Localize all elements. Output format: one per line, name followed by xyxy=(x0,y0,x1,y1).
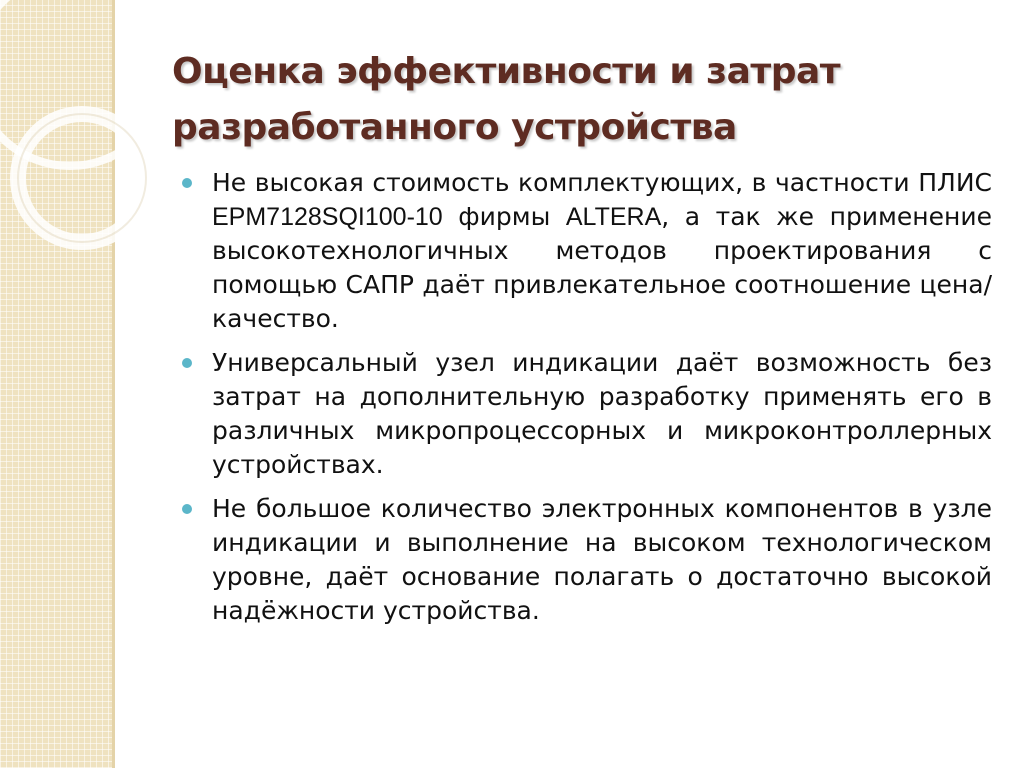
bullet-item xyxy=(212,166,992,336)
manufacturer-name: ALTERA xyxy=(565,203,662,231)
bullet-text-part: фирмы xyxy=(442,202,566,231)
slide-title: Оценка эффективности и затрат разработанного устройства xyxy=(172,51,841,148)
bullet-list xyxy=(212,166,992,638)
bullet-text: Не большое количество электронных компонентов в узле индикации и выполнение на высоком технологическом уровне, даёт основание полагать о достаточно высокой надёжности устройства. xyxy=(212,494,992,625)
bullet-item xyxy=(212,346,992,482)
bullet-text-part: , а так же применение высокотехнологичных методов проектирования с помощью САПР даёт привлекательное соотношение цена/качество. xyxy=(212,202,992,333)
bullet-marker-icon xyxy=(182,178,192,188)
bullet-text-part: Не высокая стоимость комплектующих, в частности ПЛИС xyxy=(212,168,992,197)
device-part-number: EPM7128SQI100-10 xyxy=(212,203,443,231)
bullet-text: Универсальный узел индикации даёт возможность без затрат на дополнительную разработку применять его в различных микропроцессорных и микроконтроллерных устройствах. xyxy=(212,348,992,479)
bullet-item xyxy=(212,492,992,628)
bullet-marker-icon xyxy=(182,358,192,368)
bullet-marker-icon xyxy=(182,504,192,514)
